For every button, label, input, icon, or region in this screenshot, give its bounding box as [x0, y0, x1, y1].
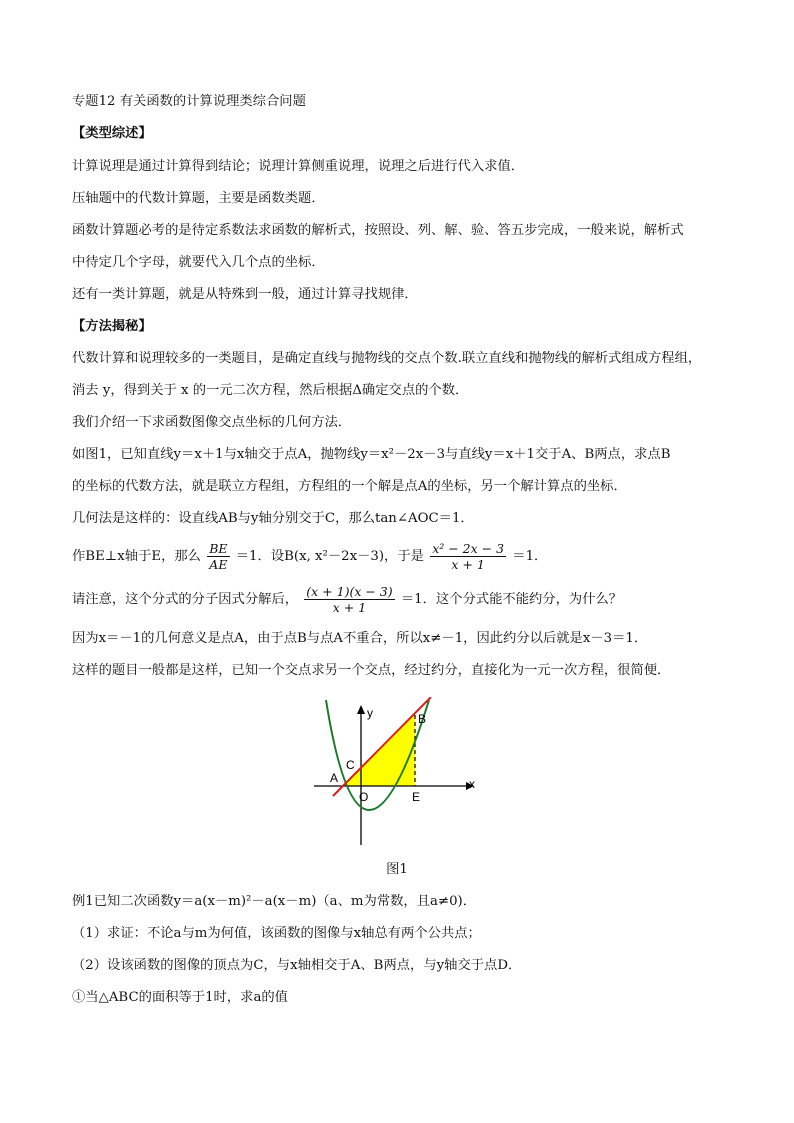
- paragraph-3-line-2: 中待定几个字母，就要代入几个点的坐标．: [72, 255, 325, 270]
- paragraph-5-line-2: 消去 y，得到关于 x 的一元二次方程，然后根据Δ确定交点的个数．: [72, 383, 469, 398]
- paragraph-5-line-1: 代数计算和说理较多的一类题目，是确定直线与抛物线的交点个数.联立直线和抛物线的解析式组成方程组，: [72, 351, 702, 366]
- doc-title: 专题12 有关函数的计算说理类综合问题: [72, 94, 306, 109]
- paragraph-3-line-1: 函数计算题必考的是待定系数法求函数的解析式，按照设、列、解、验、答五步完成，一般来说，解析式: [72, 223, 684, 238]
- paragraph-2: 压轴题中的代数计算题，主要是函数类题．: [72, 191, 325, 206]
- paragraph-10-suffix: ＝1．这个分式能不能约分，为什么？: [400, 592, 623, 607]
- label-origin-o: O: [359, 790, 369, 804]
- paragraph-7-line-1: 如图1，已知直线y＝x＋1与x轴交于点A，抛物线y＝x²－2x－3与直线y＝x＋1交于A、B两点，求点B: [72, 447, 671, 462]
- paragraph-10-prefix: 请注意，这个分式的分子因式分解后，: [72, 592, 299, 607]
- fraction-denominator: x + 1: [332, 600, 367, 615]
- label-point-e: E: [412, 790, 421, 804]
- fraction-numerator: x² − 2x − 3: [432, 541, 505, 556]
- fraction-denominator: AE: [209, 557, 228, 572]
- question-1: （1）求证：不论a与m为何值，该函数的图像与x轴总有两个公共点；: [72, 926, 481, 941]
- label-y-axis: y: [367, 706, 373, 720]
- fraction-factored: [304, 584, 394, 615]
- paragraph-11: 因为x＝－1的几何意义是点A，由于点B与点A不重合，所以x≠－1，因此约分以后就是x－3＝1．: [72, 631, 648, 646]
- example-1-statement: 例1已知二次函数y＝a(x－m)²－a(x－m)（a、m为常数，且a≠0)．: [72, 894, 477, 909]
- paragraph-12: 这样的题目一般都是这样，已知一个交点求另一个交点，经过约分，直接化为一元一次方程，很简便．: [72, 663, 671, 678]
- question-2: （2）设该函数的图像的顶点为C，与x轴相交于A、B两点，与y轴交于点D．: [72, 958, 522, 973]
- label-x-axis: x: [469, 777, 475, 791]
- paragraph-9-prefix: 作BE⊥x轴于E，那么: [72, 549, 201, 564]
- fraction-numerator: (x + 1)(x − 3): [306, 584, 393, 599]
- paragraph-9-suffix: ＝1．: [512, 549, 548, 564]
- paragraph-7-line-2: 的坐标的代数方法，就是联立方程组，方程组的一个解是点A的坐标，另一个解计算点的坐标．: [72, 479, 627, 494]
- figure-caption: 图1: [386, 862, 408, 877]
- paragraph-4: 还有一类计算题，就是从特殊到一般，通过计算寻找规律．: [72, 287, 418, 302]
- paragraph-8: 几何法是这样的：设直线AB与y轴分别交于C，那么tan∠AOC＝1．: [72, 511, 474, 526]
- label-point-b: B: [418, 712, 427, 726]
- y-axis-arrow-icon: [357, 705, 365, 714]
- paragraph-6: 我们介绍一下求函数图像交点坐标的几何方法．: [72, 415, 352, 430]
- fraction-be-over-ae: [207, 541, 229, 572]
- section-heading-method: 【方法揭秘】: [72, 319, 152, 334]
- paragraph-9: [72, 541, 547, 572]
- section-heading-overview: 【类型综述】: [72, 126, 152, 141]
- paragraph-9-middle: ＝1．设B(x, x²－2x－3)，于是: [235, 549, 424, 564]
- fraction-numerator: BE: [209, 541, 228, 556]
- fraction-quadratic-over-linear: [430, 541, 506, 572]
- figure-1-diagram: [308, 697, 488, 849]
- label-point-c: C: [346, 758, 355, 772]
- fraction-denominator: x + 1: [451, 557, 485, 572]
- question-2-part-1: ①当△ABC的面积等于1时，求a的值: [72, 990, 288, 1005]
- paragraph-1: 计算说理是通过计算得到结论；说理计算侧重说理，说理之后进行代入求值．: [72, 159, 525, 174]
- label-point-a: A: [330, 771, 339, 785]
- paragraph-10: [72, 584, 622, 615]
